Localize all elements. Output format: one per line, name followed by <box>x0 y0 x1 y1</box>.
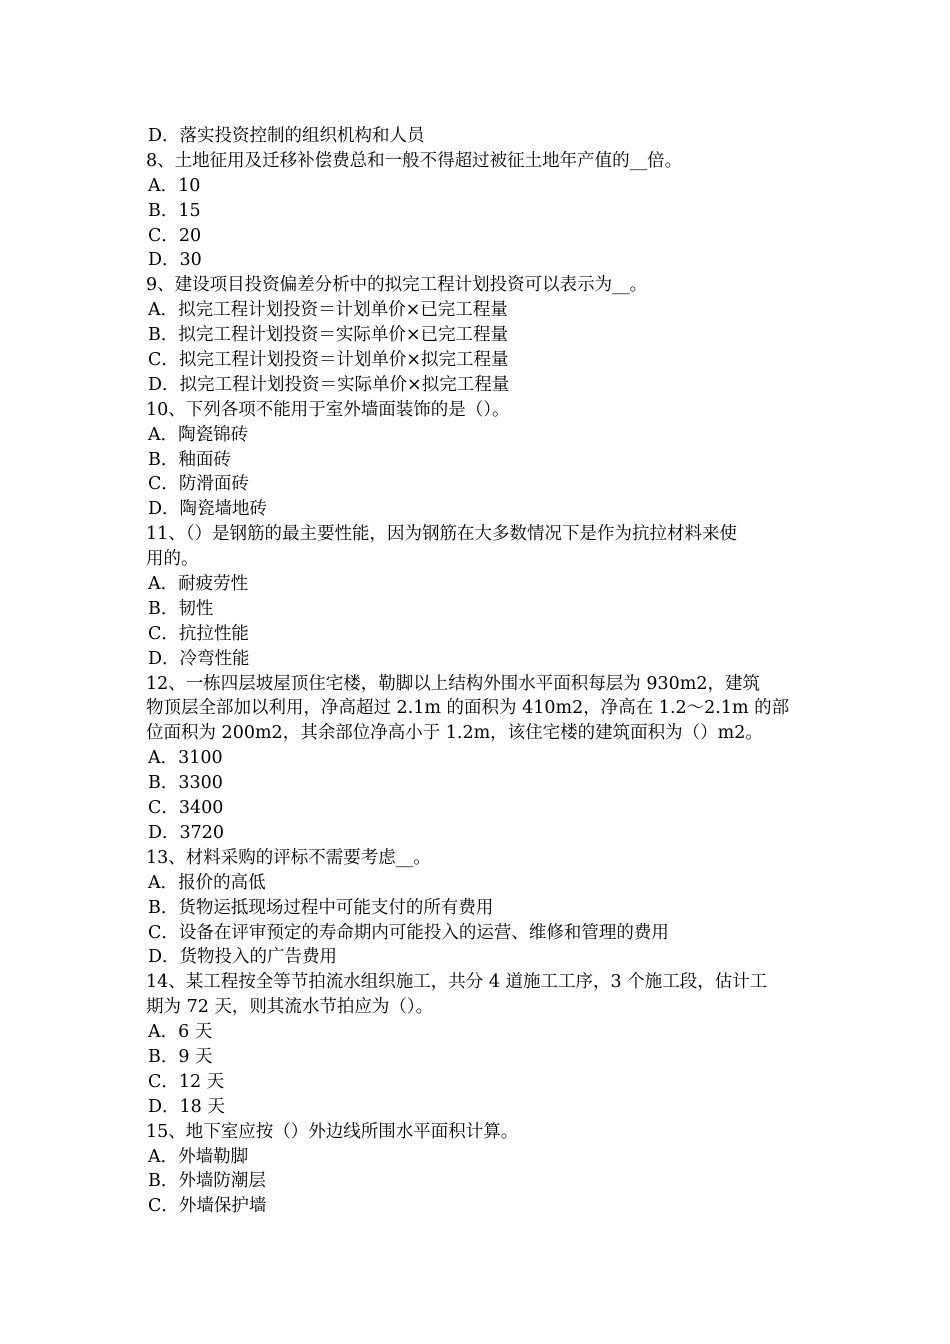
answer-option-line: D．冷弯性能 <box>148 648 250 669</box>
answer-option-line: B．外墙防潮层 <box>148 1171 266 1192</box>
answer-option-line: C．12 天 <box>148 1071 225 1092</box>
answer-option-line: C．拟完工程计划投资＝计划单价×拟完工程量 <box>148 350 509 371</box>
answer-option-line: D．落实投资控制的组织机构和人员 <box>148 126 425 146</box>
answer-option-line: A．拟完工程计划投资＝计划单价×已完工程量 <box>148 300 508 321</box>
answer-option-line: D．货物投入的广告费用 <box>148 947 338 968</box>
question-text-line: 期为 72 天，则其流水节拍应为（）。 <box>146 997 434 1018</box>
answer-option-line: B．釉面砖 <box>148 449 231 470</box>
question-text-line: 物顶层全部加以利用，净高超过 2.1m 的面积为 410m2，净高在 1.2～2.1m 的部 <box>146 698 790 719</box>
question-text-line: 位面积为 200m2，其余部位净高小于 1.2m，该住宅楼的建筑面积为（）m2。 <box>146 723 763 744</box>
answer-option-line: A．外墙勒脚 <box>148 1146 249 1167</box>
question-text-line: 用的。 <box>146 549 199 570</box>
answer-option-line: C．外墙保护墙 <box>148 1196 267 1217</box>
answer-option-line: A．陶瓷锦砖 <box>148 424 249 445</box>
answer-option-line: C．抗拉性能 <box>148 623 249 644</box>
question-text-line: 13、材料采购的评标不需要考虑__。 <box>146 847 431 868</box>
answer-option-line: A．3100 <box>148 748 223 769</box>
answer-option-line: D．陶瓷墙地砖 <box>148 499 268 520</box>
answer-option-line: D．拟完工程计划投资＝实际单价×拟完工程量 <box>148 374 510 395</box>
question-text-line: 12、一栋四层坡屋顶住宅楼，勒脚以上结构外围水平面积每层为 930m2，建筑 <box>146 673 760 694</box>
answer-option-line: A．6 天 <box>148 1022 213 1043</box>
question-text-line: 15、地下室应按（）外边线所围水平面积计算。 <box>146 1121 519 1142</box>
answer-option-line: B．15 <box>148 200 201 221</box>
question-text-line: 14、某工程按全等节拍流水组织施工，共分 4 道施工工序，3 个施工段，估计工 <box>146 972 768 993</box>
question-text-line: 10、下列各项不能用于室外墙面装饰的是（）。 <box>146 399 510 420</box>
answer-option-line: B．3300 <box>148 773 223 794</box>
question-text-line: 8、土地征用及迁移补偿费总和一般不得超过被征土地年产值的__倍。 <box>146 150 683 171</box>
question-text-line: 11、（）是钢筋的最主要性能，因为钢筋在大多数情况下是作为抗拉材料来使 <box>146 524 738 545</box>
question-text-line: 9、建设项目投资偏差分析中的拟完工程计划投资可以表示为__。 <box>146 275 648 296</box>
answer-option-line: D．3720 <box>148 822 225 843</box>
answer-option-line: B．9 天 <box>148 1046 213 1067</box>
answer-option-line: C．20 <box>148 225 202 246</box>
answer-option-line: C．设备在评审预定的寿命期内可能投入的运营、维修和管理的费用 <box>148 922 669 943</box>
answer-option-line: B．货物运抵现场过程中可能支付的所有费用 <box>148 897 494 918</box>
answer-option-line: C．3400 <box>148 798 224 819</box>
answer-option-line: A．报价的高低 <box>148 872 266 893</box>
answer-option-line: C．防滑面砖 <box>148 474 249 495</box>
answer-option-line: B．拟完工程计划投资＝实际单价×已完工程量 <box>148 325 509 346</box>
answer-option-line: B．韧性 <box>148 598 214 619</box>
answer-option-line: A．10 <box>148 175 201 196</box>
answer-option-line: A．耐疲劳性 <box>148 574 249 595</box>
answer-option-line: D．30 <box>148 250 202 271</box>
answer-option-line: D．18 天 <box>148 1096 225 1117</box>
exam-text-body <box>146 124 808 1219</box>
